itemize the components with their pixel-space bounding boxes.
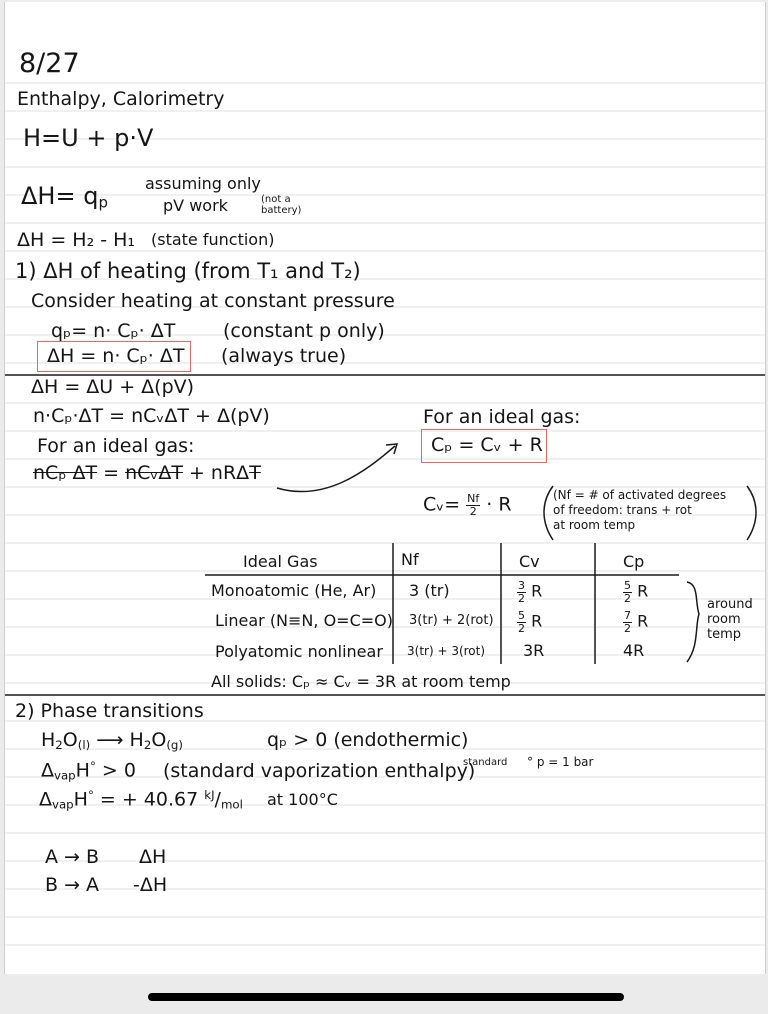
table-row-2-gas: Linear (N≡N, O=C=O) (215, 611, 393, 630)
vap-enthalpy-positive: $\Delta_{vap}H^\circ > 0$ (41, 759, 136, 783)
cancelled-eq: nCₚ ΔT = nCᵥΔT + nRΔT (33, 462, 261, 484)
consider-heating: Consider heating at constant pressure (31, 290, 395, 312)
table-row-1-gas: Monoatomic (He, Ar) (211, 581, 377, 600)
dh-du-eq: ΔH = ΔU + Δ(pV) (31, 376, 195, 398)
endothermic-note: qₚ > 0 (endothermic) (267, 729, 469, 751)
table-row-3-gas: Polyatomic nonlinear (215, 642, 383, 661)
all-solids-note: All solids: Cₚ ≈ Cᵥ = 3R at room temp (211, 672, 511, 691)
table-row-1-nf: 3 (tr) (409, 581, 450, 600)
state-function-note: (state function) (151, 230, 275, 249)
constant-p-note: (constant p only) (223, 320, 385, 342)
ncp-eq: n·Cₚ·ΔT = nCᵥΔT + Δ(pV) (33, 405, 270, 427)
always-true-note: (always true) (221, 345, 347, 367)
pv-work-note: pV work (163, 196, 228, 215)
section-1-heading: 1) ΔH of heating (from T₁ and T₂) (15, 259, 361, 283)
ideal-gas-label-right: For an ideal gas: (423, 406, 581, 428)
section-2-heading: 2) Phase transitions (15, 700, 204, 722)
table-row-1-cp: $\frac{5}{2}$ R (624, 579, 649, 605)
notes-page (4, 2, 766, 974)
table-row-3-cv: 3R (523, 641, 545, 660)
dh-equation: ΔH = n· Cₚ· ΔT (47, 345, 185, 367)
home-indicator[interactable] (148, 993, 624, 1001)
table-header-cv: Cv (519, 552, 540, 571)
dh-equals-qp: $\Delta H= q_p$ (21, 182, 108, 212)
table-header-nf: Nf (401, 550, 419, 569)
enthalpy-definition: H=U + p·V (23, 124, 154, 152)
table-row-2-nf: 3(tr) + 2(rot) (409, 613, 494, 628)
vap-temp-note: at 100°C (267, 790, 338, 809)
reaction-reverse: B → A (45, 874, 100, 896)
water-vaporization: $H_2O_{(l)}$ ⟶ $H_2O_{(g)}$ (41, 729, 183, 752)
nf-definition: (Nf = # of activated degrees of freedom: trans + rot at room temp (553, 488, 727, 532)
reaction-forward-dh: ΔH (139, 846, 167, 868)
table-row-3-cp: 4R (623, 641, 645, 660)
cp-equation: Cₚ = Cᵥ + R (431, 434, 543, 456)
table-header-ideal-gas: Ideal Gas (243, 552, 318, 571)
reaction-forward: A → B (45, 846, 100, 868)
ideal-gas-label-left: For an ideal gas: (37, 435, 195, 457)
table-row-3-nf: 3(tr) + 3(rot) (407, 644, 486, 658)
table-header-cp: Cp (623, 552, 645, 571)
not-a-battery-note: (not a battery) (261, 194, 302, 216)
around-room-temp-note: around room temp (707, 597, 753, 642)
table-row-2-cp: $\frac{7}{2}$ R (624, 609, 649, 635)
reaction-reverse-dh: -ΔH (133, 874, 168, 896)
vap-enthalpy-value: $\Delta_{vap}H^\circ$ = + 40.67 $^{kJ}/_{mol}$ (39, 788, 243, 812)
topic-title: Enthalpy, Calorimetry (17, 88, 225, 110)
date-heading: 8/27 (19, 48, 80, 79)
cv-equation: Cᵥ= $\frac{Nf}{2}$ · R (423, 492, 512, 518)
table-row-2-cv: $\frac{5}{2}$ R (518, 609, 543, 635)
p-one-bar-label: ° p = 1 bar (527, 755, 594, 769)
standard-label: standard (463, 757, 508, 768)
state-function-eq: ΔH = H₂ - H₁ (17, 229, 136, 251)
table-row-1-cv: $\frac{3}{2}$ R (518, 579, 543, 605)
qp-equation: qₚ= n· Cₚ· ΔT (51, 320, 176, 342)
assuming-only-note: assuming only (145, 174, 261, 193)
standard-vap-enthalpy-note: (standard vaporization enthalpy) (163, 760, 476, 782)
